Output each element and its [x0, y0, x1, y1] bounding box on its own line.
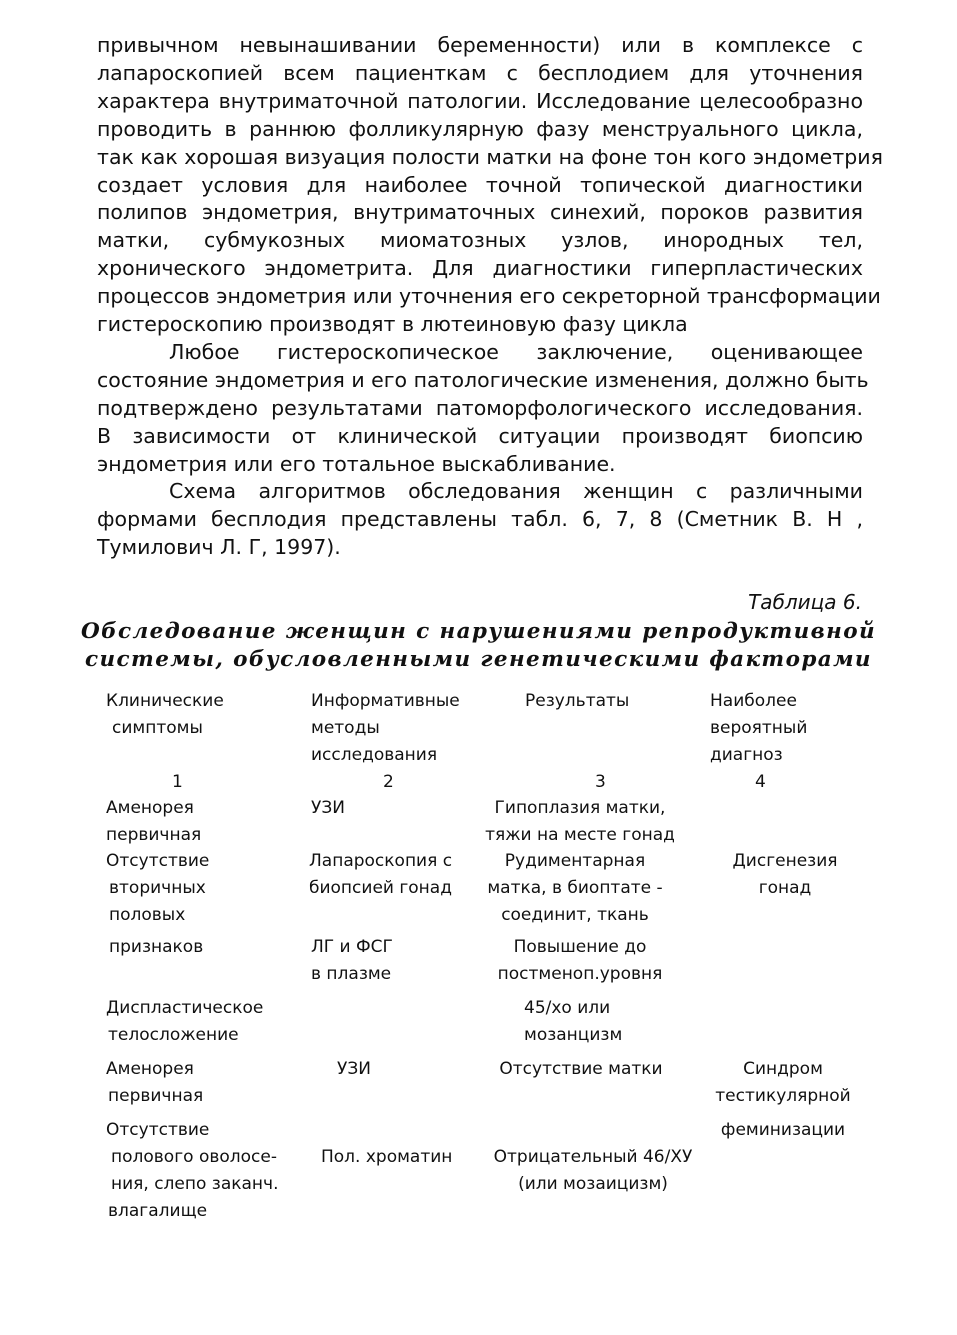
result-cell: Отсутствие матки [499, 1059, 663, 1079]
result-cell: Рудиментарная матка, в биоптате - соединит, ткань [487, 851, 663, 925]
symptom-cell: Диспластическое телосложение [106, 998, 264, 1045]
symptom-cell: Отсутствие вторичных половых [106, 851, 210, 925]
method-cell: УЗИ [337, 1059, 371, 1079]
result-cell: Отрицательный 46/ХУ (или мозаицизм) [493, 1147, 693, 1194]
text-line: так как хорошая визуация полости матки на фоне тон кого эндометрия [97, 144, 883, 169]
header-methods: Информативные методы исследования [311, 691, 460, 765]
diagnosis-cell: Дисгенезия гонад [732, 851, 838, 898]
text-line: подтверждено результатами патоморфологического исследования. [97, 395, 863, 420]
text-line: состояние эндометрия и его патологические изменения, должно быть [97, 367, 869, 392]
method-cell: УЗИ [311, 798, 345, 818]
text-line: полипов эндометрия, внутриматочных синехий, пороков развития [97, 200, 863, 225]
result-cell: Повышение до постменоп.уровня [497, 937, 663, 984]
symptom-cell: Аменорея первичная [106, 1059, 204, 1106]
paragraph-1 [97, 32, 883, 339]
text-line: Любое гистероскопическое заключение, оценивающее [169, 340, 863, 364]
column-number-1: 1 [172, 772, 183, 792]
text-line: гистероскопию производят в лютеиновую фазу цикла [97, 312, 688, 337]
text-line: лапароскопией всем пациенткам с бесплодием для уточнения [97, 60, 863, 85]
text-line: хронического эндометрита. Для диагностики гиперпластических [97, 256, 863, 281]
method-cell: Лапароскопия с биопсией гонад [309, 851, 453, 898]
paragraph-3 [97, 478, 863, 562]
table-title-line-2: системы, обусловленными генетическими факторами [85, 647, 872, 672]
text-line: проводить в раннюю фолликулярную фазу менструального цикла, [97, 116, 863, 141]
text-line: привычном невынашивании беременности) или в комплексе с [97, 33, 863, 57]
header-results: Результаты [525, 691, 630, 711]
column-number-3: 3 [595, 772, 606, 792]
diagnosis-cell: феминизации [720, 1120, 846, 1140]
text-line: создает условия для наиболее точной топической диагностики [97, 172, 863, 197]
text-line: процессов эндометрия или уточнения его секреторной трансформации [97, 284, 881, 309]
text-line: формами бесплодия представлены табл. 6, 7, 8 (Сметник В. Н , [97, 506, 863, 531]
text-line: В зависимости от клинической ситуации производят биопсию [97, 423, 863, 448]
text-line: Схема алгоритмов обследования женщин с различными [169, 479, 863, 503]
header-diagnosis: Наиболее вероятный диагноз [710, 691, 808, 765]
table-title-line-1: Обследование женщин с нарушениями репродуктивной [80, 619, 877, 644]
table-caption: Таблица 6. [748, 590, 862, 614]
text-line: матки, субмукозных миоматозных узлов, инородных тел, [97, 228, 863, 253]
paragraph-2 [97, 339, 869, 479]
text-line: Тумилович Л. Г, 1997). [97, 534, 341, 559]
symptom-cell: Аменорея первичная [106, 798, 202, 845]
symptom-cell: Отсутствие полового оволосе- ния, слепо заканч. влагалище [106, 1120, 279, 1221]
column-number-2: 2 [383, 772, 394, 792]
result-cell: 45/хо или мозанцизм [524, 998, 623, 1045]
method-cell: Пол. хроматин [321, 1147, 453, 1167]
diagnosis-cell: Синдром тестикулярной [715, 1059, 851, 1106]
column-number-4: 4 [755, 772, 766, 792]
header-clinical-symptoms: Клинические симптомы [106, 691, 224, 738]
symptom-cell: признаков [109, 937, 204, 957]
result-cell: Гипоплазия матки, тяжи на месте гонад [485, 798, 675, 845]
method-cell: ЛГ и ФСГ в плазме [311, 937, 393, 984]
text-line: эндометрия или его тотальное выскабливание. [97, 451, 616, 476]
text-line: характера внутриматочной патологии. Исследование целесообразно [97, 88, 863, 113]
